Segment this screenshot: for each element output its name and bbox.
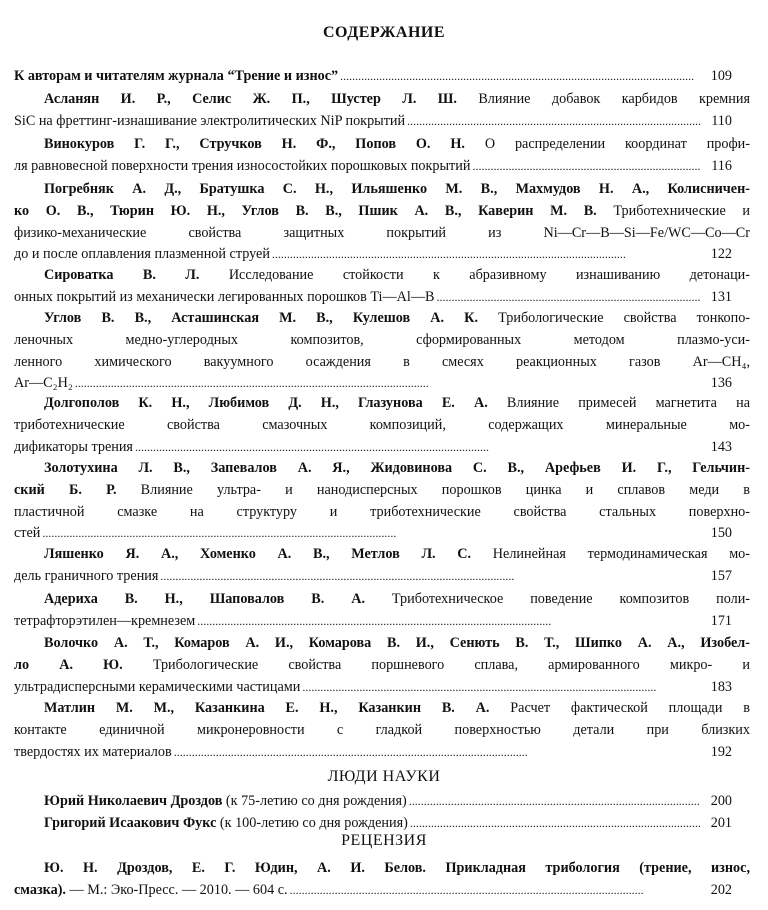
entry-title: ультрадисперсными керамическими частицами: [14, 678, 301, 695]
review-line: [14, 857, 750, 879]
entry-title: Влияние примесей магнетита на: [487, 395, 750, 411]
entry-text: [14, 565, 158, 587]
entry-authors: ский Б. Р.: [14, 481, 117, 498]
entry-title: твердостях их материалов: [14, 743, 172, 760]
dot-leader: [272, 243, 700, 265]
entry-title: пластичной смазке на структуру и триботехнические свойства стальных поверхно-: [14, 503, 750, 520]
entry-authors: Погребняк А. Д., Братушка С. Н., Ильяшенко М. В., Махмудов Н. А., Колисничен-: [44, 181, 750, 197]
toc-entry-line: [14, 178, 750, 200]
dot-leader: [340, 65, 700, 87]
entry-title: Исследование стойкости к абразивному изнашиванию детонаци-: [199, 267, 750, 283]
entry-page-number: 200: [710, 793, 732, 809]
toc-entry-line: [14, 329, 750, 351]
toc-entry[interactable]: [14, 178, 750, 265]
toc-entry-line: [14, 522, 704, 544]
toc-entry-line: [14, 654, 750, 676]
toc-entry-line: [14, 351, 750, 373]
entry-authors: смазка).: [14, 881, 66, 898]
entry-page-number: 183: [710, 678, 732, 695]
entry-title: (к 100-летию со дня рождения): [216, 815, 408, 831]
entry-title: Влияние добавок карбидов кремния: [456, 91, 750, 107]
entry-authors: Сироватка В. Л.: [44, 267, 200, 283]
toc-entry-line: [14, 414, 750, 436]
toc-entry-line: [14, 436, 704, 458]
entry-text: [14, 286, 435, 308]
toc-entry-line: [14, 392, 750, 414]
entry-page-number: 171: [710, 612, 732, 629]
dot-leader: [409, 790, 700, 812]
entry-title: до и после оплавления плазменной струей: [14, 246, 270, 263]
entry-title: Трибологические свойства поршневого сплава, армированного микро- и: [122, 656, 750, 673]
toc-entry-line: [14, 65, 704, 87]
entry-page-number: 131: [710, 288, 732, 305]
section-title-review: РЕЦЕНЗИЯ: [341, 832, 427, 849]
toc-entry-line: [14, 719, 750, 741]
entry-title: дификаторы трения: [14, 438, 133, 455]
dot-leader: [174, 741, 700, 763]
toc-entry-line: [14, 110, 704, 132]
toc-entry-line: [14, 697, 750, 719]
entry-title: Триботехнические и: [596, 202, 750, 219]
toc-entry[interactable]: [14, 307, 750, 394]
dot-leader: [410, 812, 700, 834]
entry-title: Расчет фактической площади в: [489, 700, 750, 716]
entry-text: [44, 790, 407, 812]
entry-title: — М.: Эко-Пресс. — 2010. — 604 с.: [65, 881, 288, 898]
entry-page-number: 109: [710, 68, 732, 84]
entry-page-number: 116: [711, 157, 732, 174]
toc-entry[interactable]: [14, 65, 750, 87]
toc-entry[interactable]: [14, 392, 750, 457]
entry-title: контакте единичной микронеровности с гладкой поверхностью детали при близких: [14, 721, 750, 738]
toc-entry-line: [14, 632, 750, 654]
entry-title: физико-механические свойства защитных покрытий из Ni—Cr—B—Si—Fe/WC—Co—Cr: [14, 224, 750, 241]
entry-page-number: 150: [710, 525, 732, 542]
entry-page-number: 192: [710, 743, 732, 760]
entry-title: (к 75-летию со дня рождения): [222, 793, 407, 809]
entry-text: [14, 243, 270, 265]
toc-entry-line: [14, 155, 704, 177]
dot-leader: [135, 436, 700, 458]
toc-entry-line: [14, 501, 750, 523]
people-entry-line: [14, 812, 704, 834]
entry-title: онных покрытий из механически легированных порошков Ti—Al—B: [14, 288, 435, 305]
toc-entry-line: [14, 543, 750, 565]
entry-authors: Ляшенко Я. А., Хоменко А. В., Метлов Л. С.: [44, 546, 472, 562]
entry-text: [14, 879, 288, 901]
entry-title: Ar—C₂H₂: [14, 375, 73, 392]
entry-authors: Долгополов К. Н., Любимов Д. Н., Глазунова Е. А.: [44, 395, 488, 411]
dot-leader: [437, 286, 700, 308]
dot-leader: [197, 610, 700, 632]
toc-entry[interactable]: [14, 457, 750, 544]
toc-entry-line: [14, 479, 750, 501]
people-entry-line: [14, 790, 704, 812]
toc-entry-line: [14, 588, 750, 610]
dot-leader: [407, 110, 700, 132]
entry-title: ленного химического вакуумного осаждения в смесях реакционных газов Ar—CH₄,: [14, 353, 750, 370]
entry-text: [44, 812, 408, 834]
entry-title: SiC на фреттинг-изнашивание электролитических NiP покрытий: [14, 112, 406, 129]
entry-authors: Матлин М. М., Казанкина Е. Н., Казанкин В. А.: [44, 700, 490, 716]
dot-leader: [302, 676, 700, 698]
dot-leader: [472, 155, 700, 177]
toc-entry-line: [14, 200, 750, 222]
entry-authors: Адериха В. Н., Шаповалов В. А.: [44, 591, 365, 607]
toc-entry[interactable]: [14, 264, 750, 308]
toc-entry-line: [14, 264, 750, 286]
toc-entry-line: [14, 457, 750, 479]
toc-entry-line: [14, 222, 750, 244]
toc-entry-line: [14, 610, 704, 632]
entry-authors: Волочко А. Т., Комаров А. И., Комарова В. И., Сенють В. Т., Шипко А. А., Изобел-: [44, 635, 750, 651]
entry-title: леночных медно-углеродных композитов, сформированных методом плазмо-уси-: [14, 331, 750, 348]
entry-text: [14, 741, 172, 763]
entry-page-number: 202: [710, 881, 732, 898]
toc-entry-line: [14, 88, 750, 110]
toc-entry-line: [14, 565, 704, 587]
toc-entry-line: [14, 676, 704, 698]
entry-authors: ло А. Ю.: [14, 656, 123, 673]
toc-entry-line: [14, 286, 704, 308]
entry-text: [14, 110, 405, 132]
entry-title: Влияние ультра- и нанодисперсных порошков цинка и сплавов меди в: [116, 481, 750, 498]
entry-authors: Золотухина Л. В., Запевалов А. Я., Жидовинова С. В., Арефьев И. Г., Гельчин-: [44, 460, 750, 476]
entry-title: дель граничного трения: [14, 567, 159, 584]
toc-entry[interactable]: [14, 588, 750, 632]
page-title: СОДЕРЖАНИЕ: [322, 24, 446, 41]
toc-entry-line: [14, 307, 750, 329]
section-title-people: ЛЮДИ НАУКИ: [327, 768, 441, 785]
entry-page-number: 110: [711, 112, 732, 129]
toc-entry-line: [14, 133, 750, 155]
entry-page-number: 136: [710, 375, 732, 392]
toc-entry[interactable]: [14, 632, 750, 697]
toc-entry-line: [14, 741, 704, 763]
entry-text: [14, 65, 338, 87]
dot-leader: [42, 522, 700, 544]
entry-page-number: 157: [710, 567, 732, 584]
entry-text: [14, 610, 195, 632]
review-line: [14, 879, 704, 901]
entry-authors: К авторам и читателям журнала “Трение и износ”: [14, 68, 339, 84]
entry-page-number: 201: [710, 815, 732, 831]
dot-leader: [290, 879, 700, 901]
entry-authors: Углов В. В., Асташинская М. В., Кулешов А. К.: [44, 310, 479, 326]
entry-text: [14, 522, 40, 544]
entry-title: триботехнические свойства смазочных композиций, содержащих минеральные мо-: [14, 416, 750, 433]
toc-entry-line: [14, 243, 704, 265]
people-entry[interactable]: [14, 790, 750, 812]
entry-authors: ко О. В., Тюрин Ю. Н., Углов В. В., Пшик А. В., Каверин М. В.: [14, 202, 597, 219]
entry-authors: Асланян И. Р., Селис Ж. П., Шустер Л. Ш.: [44, 91, 457, 107]
entry-page-number: 122: [710, 246, 732, 263]
people-entry[interactable]: [14, 812, 750, 834]
entry-authors: Юрий Николаевич Дроздов: [44, 793, 223, 809]
toc-entry[interactable]: [14, 697, 750, 762]
entry-title: ля равновесной поверхности трения износостойких порошковых покрытий: [14, 157, 471, 174]
entry-authors: Григорий Исаакович Фукс: [44, 815, 217, 831]
entry-title: О распределении координат профи-: [464, 136, 750, 152]
entry-title: Триботехническое поведение композитов поли-: [365, 591, 750, 607]
toc-entry[interactable]: [14, 88, 750, 132]
entry-authors: Ю. Н. Дроздов, Е. Г. Юдин, А. И. Белов. Прикладная трибология (трение, износ,: [44, 860, 750, 876]
entry-text: [14, 155, 470, 177]
entry-page-number: 143: [710, 438, 732, 455]
entry-text: [14, 436, 133, 458]
toc-entry[interactable]: [14, 133, 750, 177]
entry-title: тетрафторэтилен—кремнезем: [14, 612, 196, 629]
entry-title: стей: [14, 525, 41, 542]
dot-leader: [160, 565, 700, 587]
entry-title: Трибологические свойства тонкопо-: [478, 310, 750, 326]
entry-authors: Винокуров Г. Г., Стручков Н. Ф., Попов О. Н.: [44, 136, 465, 152]
entry-text: [14, 676, 300, 698]
entry-title: Нелинейная термодинамическая мо-: [471, 546, 750, 562]
review-item[interactable]: [14, 857, 750, 901]
toc-entry[interactable]: [14, 543, 750, 587]
